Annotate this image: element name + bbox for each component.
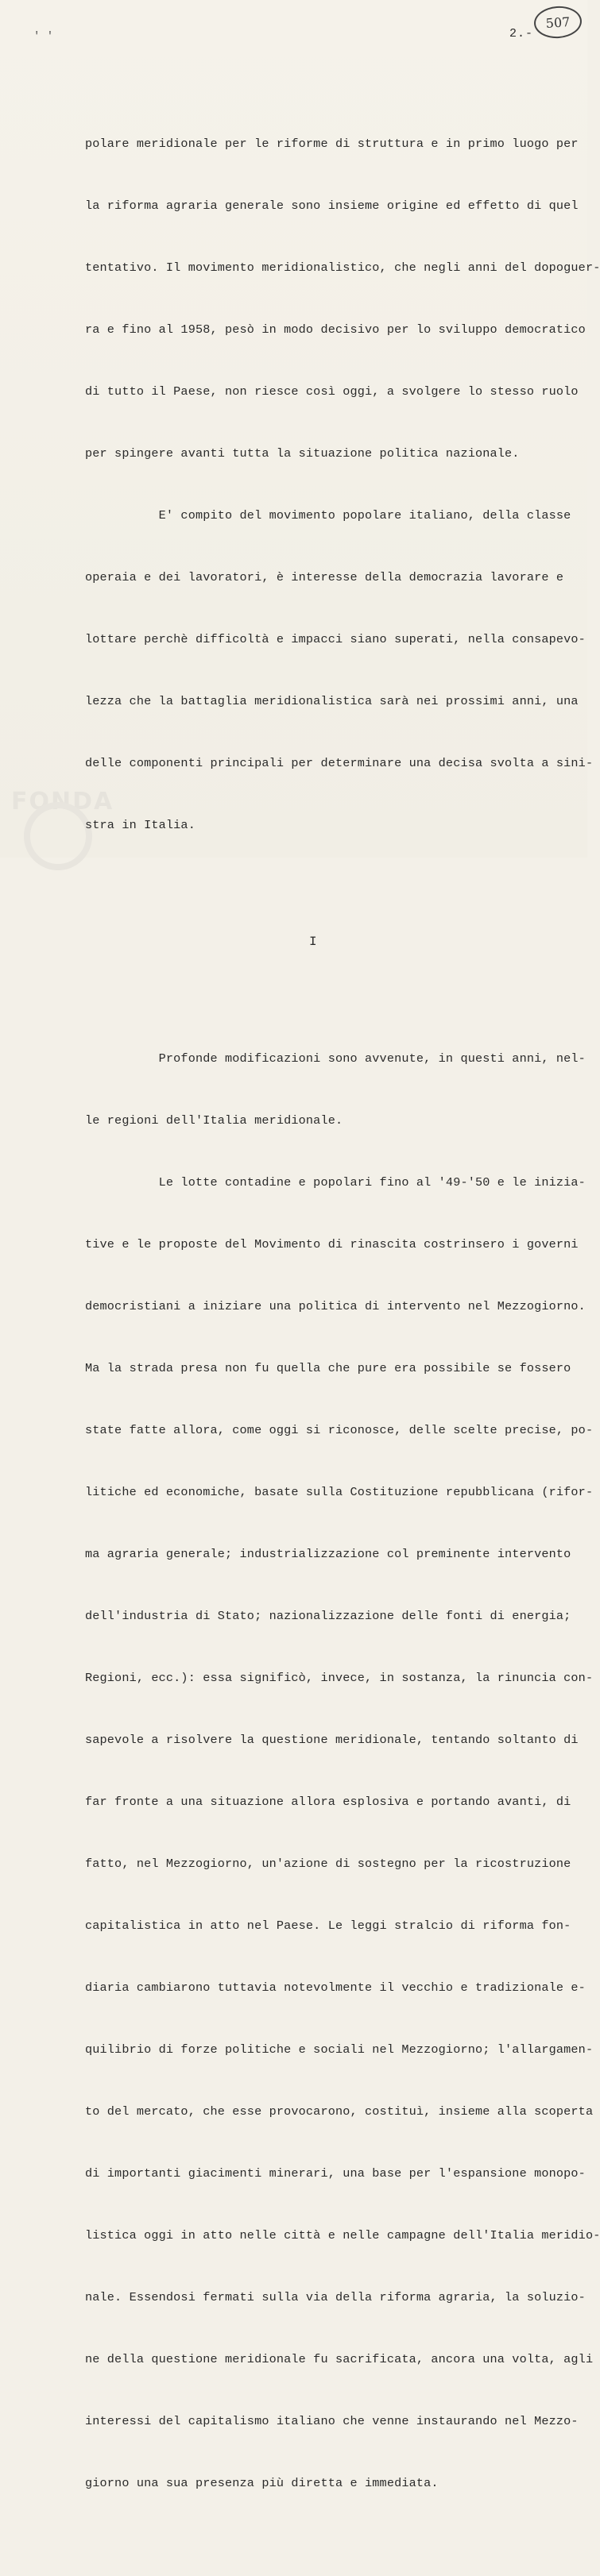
- text-line: Profonde modificazioni sono avvenute, in questi anni, nel-: [85, 1051, 586, 1066]
- typed-text-body: [85, 51, 600, 2576]
- archive-stamp: 507: [533, 5, 583, 40]
- text-line: state fatte allora, come oggi si riconosce, delle scelte precise, po-: [85, 1423, 594, 1437]
- margin-mark: ' ': [33, 30, 54, 43]
- text-line: litiche ed economiche, basate sulla Costituzione repubblicana (rifor-: [85, 1485, 594, 1499]
- text-line: operaia e dei lavoratori, è interesse della democrazia lavorare e: [85, 570, 564, 584]
- text-line: lezza che la battaglia meridionalistica sarà nei prossimi anni, una: [85, 694, 579, 708]
- text-line: to del mercato, che esse provocarono, costituì, insieme alla scoperta: [85, 2104, 594, 2119]
- text-line: dell'industria di Stato; nazionalizzazione delle fonti di energia;: [85, 1609, 571, 1623]
- text-line: tentativo. Il movimento meridionalistico, che negli anni del dopoguer-: [85, 260, 600, 275]
- text-line: tive e le proposte del Movimento di rinascita costrinsero i governi: [85, 1237, 579, 1251]
- text-line: giorno una sua presenza più diretta e immediata.: [85, 2476, 439, 2490]
- text-line: listica oggi in atto nelle città e nelle campagne dell'Italia meridio-: [85, 2228, 600, 2242]
- text-line: per spingere avanti tutta la situazione politica nazionale.: [85, 446, 520, 461]
- text-line: Regioni, ecc.): essa significò, invece, in sostanza, la rinuncia con-: [85, 1671, 594, 1685]
- paragraph-block-before: [85, 92, 600, 877]
- text-line: stra in Italia.: [85, 818, 195, 832]
- text-line: delle componenti principali per determinare una decisa svolta a sini-: [85, 756, 594, 770]
- page-number: 2.-: [509, 27, 534, 40]
- text-line: le regioni dell'Italia meridionale.: [85, 1113, 343, 1128]
- text-line: democristiani a iniziare una politica di intervento nel Mezzogiorno.: [85, 1299, 586, 1313]
- text-line: lottare perchè difficoltà e impacci siano superati, nella consapevo-: [85, 632, 586, 646]
- archive-watermark: FONDA: [11, 788, 114, 816]
- text-line: polare meridionale per le riforme di struttura e in primo luogo per: [85, 137, 579, 151]
- text-line: diaria cambiarono tuttavia notevolmente il vecchio e tradizionale e-: [85, 1980, 586, 1995]
- text-line: ne della questione meridionale fu sacrificata, ancora una volta, agli: [85, 2352, 594, 2366]
- text-line: Ma la strada presa non fu quella che pure era possibile se fossero: [85, 1361, 571, 1375]
- text-line: interessi del capitalismo italiano che venne instaurando nel Mezzo-: [85, 2414, 579, 2428]
- text-line: fatto, nel Mezzogiorno, un'azione di sostegno per la ricostruzione: [85, 1857, 571, 1871]
- text-line: la riforma agraria generale sono insieme origine ed effetto di quel: [85, 199, 579, 213]
- text-line: Le lotte contadine e popolari fino al '49-'50 e le inizia-: [85, 1175, 586, 1190]
- text-line: di importanti giacimenti minerari, una base per l'espansione monopo-: [85, 2166, 586, 2181]
- text-line: ra e fino al 1958, pesò in modo decisivo per lo sviluppo democratico: [85, 322, 586, 337]
- paragraph-block-after: [85, 1007, 600, 2535]
- text-line: capitalistica in atto nel Paese. Le leggi stralcio di riforma fon-: [85, 1919, 571, 1933]
- section-heading: I: [309, 935, 317, 949]
- text-line: sapevole a risolvere la questione meridionale, tentando soltanto di: [85, 1733, 579, 1747]
- watermark-logo-icon: [24, 802, 92, 870]
- text-line: far fronte a una situazione allora esplosiva e portando avanti, di: [85, 1795, 571, 1809]
- text-line: ma agraria generale; industrializzazione col preminente intervento: [85, 1547, 571, 1561]
- text-line: di tutto il Paese, non riesce così oggi, a svolgere lo stesso ruolo: [85, 384, 579, 399]
- text-line: quilibrio di forze politiche e sociali nel Mezzogiorno; l'allargamen-: [85, 2042, 594, 2057]
- text-line: E' compito del movimento popolare italiano, della classe: [85, 508, 571, 523]
- text-line: nale. Essendosi fermati sulla via della riforma agraria, la soluzio-: [85, 2290, 586, 2304]
